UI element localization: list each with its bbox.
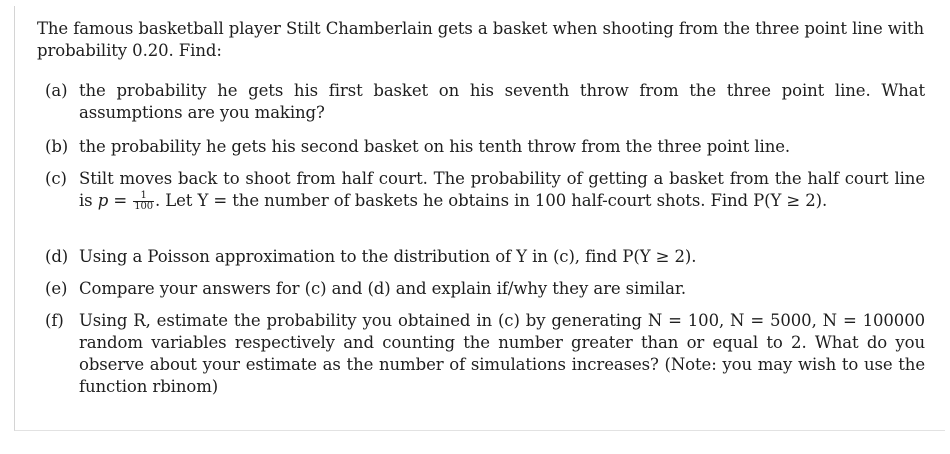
p-variable: p [97,191,109,210]
fraction-denominator: 100 [134,201,153,212]
item-text-after: . Let Y = the number of baskets he obtains in 100 half-court shots. Find P(Y ≥ 2). [154,191,828,210]
item-text: Compare your answers for (c) and (d) and explain if/why they are similar. [79,279,686,298]
item-text [79,168,925,212]
item-label: (d) [45,247,69,266]
item-text: the probability he gets his first basket on his seventh throw from the three point line. What assumptions are you making? [79,81,925,122]
item-label: (b) [45,137,69,156]
equals-sign: = [108,191,133,210]
item-label: (e) [45,279,68,298]
question-item-f [45,310,925,398]
question-item-a [45,80,925,124]
item-label: (c) [45,169,67,188]
problem-intro: The famous basketball player Stilt Chamberlain gets a basket when shooting from the three point line with probability 0.20. Find: [37,19,925,60]
question-panel [14,6,945,431]
item-label: (a) [45,81,68,100]
item-text: the probability he gets his second basket on his tenth throw from the three point line. [79,137,791,156]
question-item-e [45,278,925,300]
question-item-d [45,246,925,268]
item-text-before: Stilt moves back to shoot from half court. The probability of getting a basket from the half court line is [79,169,925,210]
item-text: Using a Poisson approximation to the distribution of Y in (c), find P(Y ≥ 2). [79,247,697,266]
item-label: (f) [45,311,64,330]
fraction [133,191,154,212]
fraction-numerator: 1 [133,191,154,202]
question-item-c [45,168,925,212]
question-item-b [45,136,925,158]
item-text: Using R, estimate the probability you obtained in (c) by generating N = 100, N = 5000, N = 100000 random variables respectively and counting the number greater than or equal to 2. What do you observe about your estimate as the number of simulations increases? (Note: you may wish to use the function rbinom) [79,311,925,396]
